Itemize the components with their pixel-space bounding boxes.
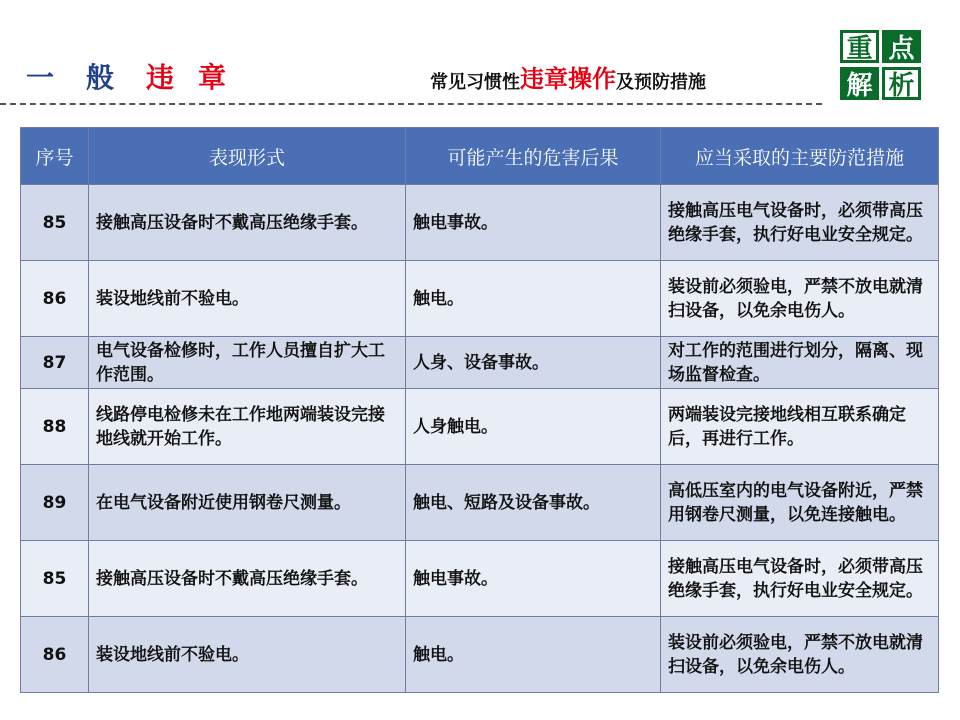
title-part-2: 般 [86, 61, 117, 94]
title-part-1: 一 [26, 61, 57, 94]
row-form: 装设地线前不验电。 [89, 617, 406, 693]
row-form: 电气设备检修时，工作人员擅自扩大工作范围。 [89, 337, 406, 389]
badge-char-2: 点 [882, 30, 921, 63]
header-form: 表现形式 [89, 128, 406, 185]
row-measure: 两端装设完接地线相互联系确定后，再进行工作。 [661, 389, 939, 465]
row-consequence: 人身、设备事故。 [406, 337, 661, 389]
row-form: 在电气设备附近使用钢卷尺测量。 [89, 465, 406, 541]
header-number: 序号 [21, 128, 89, 185]
table-header-row [21, 128, 939, 185]
row-number: 85 [21, 185, 89, 261]
table-row [21, 465, 939, 541]
table-row [21, 261, 939, 337]
row-measure: 装设前必须验电，严禁不放电就清扫设备，以免余电伤人。 [661, 617, 939, 693]
row-measure: 对工作的范围进行划分，隔离、现场监督检查。 [661, 337, 939, 389]
header-consequence: 可能产生的危害后果 [406, 128, 661, 185]
table-row [21, 617, 939, 693]
key-analysis-badge [840, 30, 922, 102]
table-row [21, 185, 939, 261]
title-part-3: 违 [146, 61, 177, 94]
table-row [21, 389, 939, 465]
row-number: 86 [21, 617, 89, 693]
row-measure: 接触高压电气设备时，必须带高压绝缘手套，执行好电业安全规定。 [661, 541, 939, 617]
row-number: 87 [21, 337, 89, 389]
violations-table [20, 127, 939, 693]
row-consequence: 触电事故。 [406, 541, 661, 617]
row-consequence: 触电、短路及设备事故。 [406, 465, 661, 541]
page-title [26, 58, 228, 94]
row-number: 86 [21, 261, 89, 337]
row-form: 线路停电检修未在工作地两端装设完接地线就开始工作。 [89, 389, 406, 465]
row-form: 接触高压设备时不戴高压绝缘手套。 [89, 185, 406, 261]
row-measure: 接触高压电气设备时，必须带高压绝缘手套，执行好电业安全规定。 [661, 185, 939, 261]
row-consequence: 触电。 [406, 617, 661, 693]
row-number: 89 [21, 465, 89, 541]
table-row [21, 541, 939, 617]
badge-char-3: 解 [840, 67, 879, 100]
violations-table-container [20, 127, 938, 693]
row-form: 装设地线前不验电。 [89, 261, 406, 337]
row-measure: 装设前必须验电，严禁不放电就清扫设备，以免余电伤人。 [661, 261, 939, 337]
badge-char-4: 析 [882, 67, 921, 100]
row-consequence: 触电事故。 [406, 185, 661, 261]
subtitle-prefix: 常见习惯性 [430, 72, 520, 93]
row-number: 88 [21, 389, 89, 465]
row-number: 85 [21, 541, 89, 617]
subtitle-suffix: 及预防措施 [616, 72, 706, 93]
badge-char-1: 重 [840, 30, 879, 63]
row-measure: 高低压室内的电气设备附近，严禁用钢卷尺测量，以免连接触电。 [661, 465, 939, 541]
header-divider [0, 103, 822, 105]
row-form: 接触高压设备时不戴高压绝缘手套。 [89, 541, 406, 617]
title-part-4: 章 [198, 61, 229, 94]
page-subtitle [430, 62, 706, 94]
row-consequence: 触电。 [406, 261, 661, 337]
subtitle-highlight: 违章操作 [520, 65, 616, 93]
table-row [21, 337, 939, 389]
header-measure: 应当采取的主要防范措施 [661, 128, 939, 185]
row-consequence: 人身触电。 [406, 389, 661, 465]
page-header [0, 0, 960, 112]
